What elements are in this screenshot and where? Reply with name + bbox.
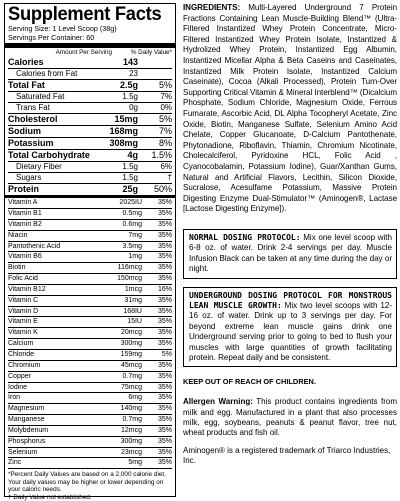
nutrient-name: Total Fat [8,80,45,91]
nutrient-amount: 143 [122,57,138,68]
vitamin-row [8,317,172,328]
underground-dosing-text: Mix two level scoops with 12-16 oz. of water. Drink up to 3 servings per day. For beyond extreme lean muscle gains drink one Underground serving prior to going to bed to flush your muscles with large quantities of growth facilitating protein. Repeat daily and be consistent. [189,300,393,362]
nutrient-name: Calories from Fat [16,69,78,79]
vitamin-name: Pantothenic Acid [8,242,61,250]
nutrient-row [8,80,172,92]
vitamin-name: Iodine [8,383,28,391]
nutrient-row [8,69,172,80]
vitamin-dv: 35% [157,242,172,250]
nutrient-row [8,162,172,173]
macros-table [8,57,172,195]
vitamin-row [8,426,172,437]
vitamin-dv: 5% [161,351,172,358]
vitamin-amount: 116mcg [117,264,142,272]
nutrient-name: Potassium [8,138,54,149]
nutrient-amount: 2.5g [119,80,138,91]
vitamin-amount: 140mg [120,405,142,413]
vitamin-row [8,458,172,469]
vitamin-row [8,415,172,426]
vitamin-dv: 35% [157,210,172,218]
nutrient-row [8,126,172,138]
vitamin-amount: 15IU [127,318,142,326]
nutrient-dv: 5% [158,114,172,125]
vitamin-amount: 3.5mg [122,242,142,250]
nutrient-name: Total Carbohydrate [8,150,90,161]
nutrient-amount: 1.5g [122,162,138,172]
normal-dosing-box [183,229,397,279]
vitamin-name: Biotin [8,264,26,272]
ingredients-text: Multi-Layered Underground 7 Protein Fractions Containing Lean Muscle-Building Blend™ (Ultra-Filtered Instantized Whey Protein Concentrate, Micro-Filtered Instantized Whey Protein Isolate, Instantized & Hydrolized Whey Protein, Instantized Egg Albumin, Instantized Micellar Alpha & Beta Caseins and Caseinates, Instantized Milk Protein Isolate, Instantized Calcium Caseinate), Cocoa (Alkali Processed), Protein Turn-Over Supporting Critical Vitamin & Mineral Interblend™ (Dicalcium Phosphate, Sodium Chloride, Magnesium Oxide, Ferrous Fumarate, Ascorbic Acid, DL Alpha Tocopheryl Acetate, Zinc Oxide, Biotin, Manganese Sulfate, Selenium Amino Acid Chelate, Copper Glucanoate, D-Calcium Pantothenate, Phytonadione, Riboflavin, Thiamin, Chromium Nicotinate, Cholecalciferol, Pyridoxine HCL, Folic Acid , Cyanocobalamin, Potassium Iodine), Guar/Xanthan Gums, Natural and Artificial Flavors, Lecithin, Silicon Dioxide, Sucralose, Acesulfame Potassium, Massive Protein Digesting Enzyme Dual-Stimulator™ (Aminogen®, Lactase [Lactose Digesting Enzyme]). [183,3,397,214]
vitamin-row [8,404,172,415]
right-panel [183,3,397,466]
vitamin-dv: 35% [157,253,172,261]
vitamin-dv: 35% [157,231,172,239]
vitamin-amount: 0.7mg [122,372,142,380]
vitamin-dv: 35% [157,405,172,413]
vitamin-amount: 0.7mg [122,416,142,424]
normal-dosing-title: NORMAL DOSING PROTOCOL: [189,232,301,242]
vitamin-dv: 35% [157,275,172,283]
nutrient-amount: 308mg [109,138,138,149]
vitamin-dv: 35% [157,448,172,456]
vitamin-amount: 159mg [120,351,142,358]
nutrient-name: Sugars [16,173,42,183]
vitamin-dv: 35% [157,426,172,434]
vitamin-row [8,263,172,274]
vitamin-row [8,231,172,242]
nutrient-row [8,173,172,184]
vitamin-name: Selenium [8,448,38,456]
vitamin-row [8,372,172,383]
ingredients-label: INGREDIENTS: [183,3,241,12]
vitamin-dv: 35% [157,361,172,369]
nutrient-amount: 1.5g [122,173,138,183]
vitamin-name: Vitamin C [8,296,39,304]
servings-per-container: Servings Per Container: 60 [8,32,95,42]
underground-dosing-title: UNDERGROUND DOSING PROTOCOL FOR MONSTROUS LEAN MUSCLE GROWTH: [189,290,392,310]
vitamin-amount: 300mg [120,437,142,445]
nutrient-dv: 8% [158,138,172,149]
nutrient-row [8,138,172,150]
vitamin-dv: 35% [157,307,172,315]
nutrient-dv: † [167,173,172,183]
nutrient-name: Sodium [8,126,41,137]
footnote-dagger: † Daily Value not established. [8,493,92,501]
vitamin-amount: 23mcg [120,448,142,456]
vitamin-row [8,198,172,209]
vitamins-table [8,198,172,469]
vitamin-amount: 1mg [128,253,142,261]
nutrient-dv: 7% [160,92,172,102]
ingredients-block [183,3,397,215]
vitamin-amount: 2025IU [119,199,142,207]
nutrient-dv: 7% [158,126,172,137]
vitamin-name: Chromium [8,361,41,369]
vitamin-row [8,339,172,350]
vitamin-amount: 7mg [128,231,142,239]
vitamin-dv: 35% [157,329,172,337]
vitamin-name: Vitamin B12 [8,285,46,293]
nutrient-row [8,92,172,103]
keep-out-warning: KEEP OUT OF REACH OF CHILDREN. [183,377,316,387]
facts-header-row [8,48,172,57]
serving-size: Serving Size: 1 Level Scoop (38g) [8,24,117,33]
vitamin-row [8,209,172,220]
nutrient-row [8,184,172,195]
nutrient-dv: 50% [153,184,172,195]
vitamin-row [8,220,172,231]
nutrient-dv: 0% [160,103,172,113]
vitamin-name: Vitamin K [8,329,38,337]
vitamin-name: Niacin [8,231,28,239]
vitamin-amount: 300mg [120,340,142,348]
facts-title: Supplement Facts [8,3,162,25]
vitamin-name: Vitamin B2 [8,220,42,228]
nutrient-name: Saturated Fat [16,92,65,102]
vitamin-amount: 45mcg [120,361,142,369]
vitamin-row [8,350,172,361]
vitamin-dv: 35% [157,372,172,380]
nutrient-row [8,57,172,69]
vitamin-dv: 35% [157,199,172,207]
vitamin-name: Iron [8,394,21,402]
allergen-warning [183,397,397,438]
nutrient-dv: 5% [158,80,172,91]
vitamin-row [8,296,172,307]
vitamin-dv: 35% [157,340,172,348]
nutrient-name: Trans Fat [16,103,50,113]
vitamin-row [8,328,172,339]
vitamin-row [8,383,172,394]
nutrient-dv: 6% [160,162,172,172]
vitamin-dv: 35% [157,220,172,228]
allergen-text: This product contains ingredients from milk and egg. Manufactured in a plant that also processes milk, egg, soybeans, peanuts & peanut flavor, tree nut, wheat products and fish oil. [183,397,398,438]
vitamin-name: Magnesium [8,405,45,413]
nutrient-amount: 1.5g [122,92,138,102]
nutrient-dv: 1.5% [151,150,172,161]
nutrient-row [8,114,172,126]
underground-dosing-box [183,287,397,368]
vitamin-name: Phosphorus [8,437,46,445]
vitamin-amount: 0.5mg [122,210,142,218]
vitamin-dv: 35% [157,437,172,445]
vitamin-row [8,393,172,404]
nutrient-name: Dietary Fiber [16,162,62,172]
vitamin-amount: 6mg [128,394,142,402]
vitamin-name: Folic Acid [8,275,38,283]
nutrient-row [8,103,172,114]
vitamin-name: Vitamin E [8,318,38,326]
vitamin-dv: 35% [157,394,172,402]
vitamin-amount: 168IU [123,307,142,315]
supplement-facts-panel [4,3,176,501]
nutrient-name: Calories [8,57,44,68]
normal-dosing-text: Mix one level scoop with 6-8 oz. of water. Drink 2-4 servings per day. Muscle Infusion Black can be taken at any time during the day or night. [189,232,393,274]
nutrient-amount: 168mg [109,126,138,137]
vitamin-name: Vitamin B1 [8,210,42,218]
nutrient-amount: 25g [122,184,138,195]
amount-header: Amount Per Serving [55,49,112,57]
vitamin-name: Manganese [8,416,45,424]
vitamin-dv: 35% [157,459,172,467]
vitamin-amount: 0.6mg [122,220,142,228]
nutrient-amount: 15mg [114,114,138,125]
vitamin-name: Zinc [8,459,22,467]
vitamin-row [8,437,172,448]
nutrient-row [8,150,172,162]
vitamin-row [8,285,172,296]
vitamin-row [8,448,172,459]
nutrient-amount: 23 [129,69,138,79]
nutrient-name: Protein [8,184,40,195]
nutrient-amount: 0g [129,103,138,113]
vitamin-name: Vitamin B6 [8,253,42,261]
vitamin-amount: 150mcg [117,275,142,283]
footnote-daily-values: *Percent Daily Values are based on a 2,000 calorie diet. Your daily values may be higher or lower depending on your caloric needs. [8,471,166,494]
vitamin-row [8,274,172,285]
allergen-label: Allergen Warning: [183,397,253,407]
trademark-note: Aminogen® is a registered trademark of Triarco Industries, Inc. [183,445,391,465]
nutrient-name: Cholesterol [8,114,58,125]
vitamin-amount: 31mg [124,296,142,304]
nutrient-amount: 4g [127,150,138,161]
vitamin-amount: 20mcg [120,329,142,337]
vitamin-name: Molybdenum [8,426,49,434]
vitamin-dv: 35% [157,416,172,424]
vitamin-name: Vitamin A [8,199,38,207]
vitamin-row [8,361,172,372]
vitamin-dv: 35% [157,383,172,391]
vitamin-row [8,252,172,263]
vitamin-name: Chloride [8,351,35,358]
vitamin-row [8,307,172,318]
vitamin-amount: 12mcg [120,426,142,434]
vitamin-dv: 35% [157,296,172,304]
vitamin-dv: 35% [157,264,172,272]
vitamin-amount: 1mcg [124,285,142,293]
vitamin-name: Copper [8,372,31,380]
vitamin-dv: 35% [157,318,172,326]
vitamin-row [8,242,172,253]
vitamin-dv: 16% [157,285,172,293]
vitamin-name: Vitamin D [8,307,39,315]
dv-header: % Daily Value* [130,49,172,57]
vitamin-amount: 5mg [128,459,142,467]
vitamin-amount: 75mcg [120,383,142,391]
vitamin-name: Calcium [8,340,34,348]
